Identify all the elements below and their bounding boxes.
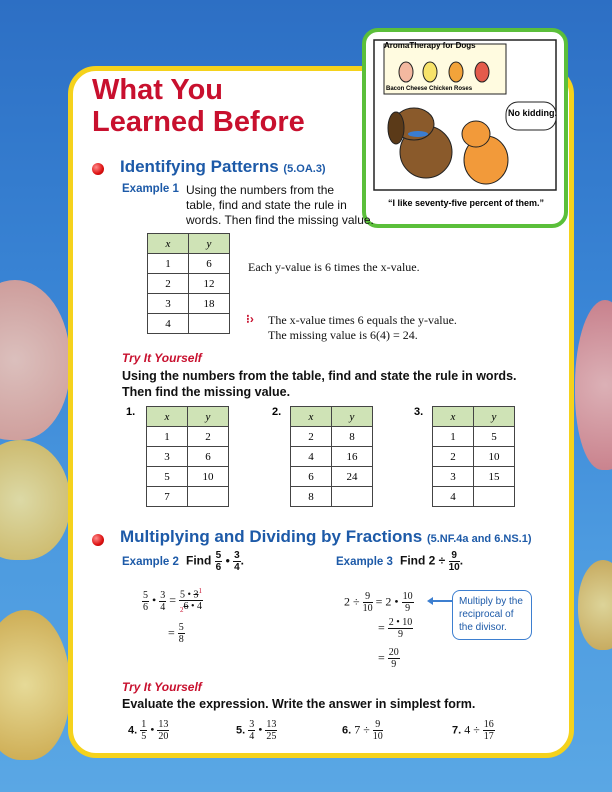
exercise-5: 5. $\frac{3}{4}$ • $\frac{13}{25}$ <box>236 719 277 742</box>
table-header: x <box>291 407 332 427</box>
page-title <box>92 74 305 138</box>
table-cell: 2 <box>148 274 189 294</box>
table-cell: 24 <box>332 467 373 487</box>
table-cell: 10 <box>474 447 515 467</box>
table-cell: 15 <box>474 467 515 487</box>
callout-arrow <box>430 600 452 602</box>
table-cell: 8 <box>332 427 373 447</box>
table-cell: 7 <box>147 487 188 507</box>
try-1-line-1: Using the numbers from the table, find and state the rule in words. <box>122 369 517 383</box>
table-header: y <box>332 407 373 427</box>
section-title-text: Multiplying and Dividing by Fractions <box>120 527 423 546</box>
table-header: y <box>188 407 229 427</box>
title-line-2: Learned Before <box>92 106 305 138</box>
table-header: x <box>148 234 189 254</box>
cartoon-caption: “I like seventy-five percent of them.” <box>387 198 545 208</box>
example-2-prompt: Find $\frac{5}{6}$ • $\frac{3}{4}$ . <box>186 550 245 573</box>
table-cell <box>188 487 229 507</box>
example-2-label: Example 2 <box>122 556 179 568</box>
table-header: y <box>474 407 515 427</box>
section-standard: (5.NF.4a and 6.NS.1) <box>426 533 532 545</box>
table-cell: 2 <box>433 447 474 467</box>
flower-decoration <box>0 440 70 560</box>
table-cell: 18 <box>189 294 230 314</box>
exercise-number: 6. <box>342 724 352 737</box>
example-1-rule: Each y-value is 6 times the x-value. <box>248 260 420 274</box>
table-cell: 10 <box>188 467 229 487</box>
expression-prefix: 4 ÷ <box>464 722 480 737</box>
example-1-table <box>147 233 230 334</box>
cartoon-sign: AromaTherapy for Dogs <box>384 41 476 50</box>
callout-arrow-head-icon <box>427 597 433 605</box>
try-1-line-2: Then find the missing value. <box>122 385 291 399</box>
example-3-step-1: 2 ÷ $\frac{9}{10}$ = 2 • $\frac{10}{9}$ <box>344 591 413 614</box>
exercise-number: 7. <box>452 724 462 737</box>
cartoon-flavors: Bacon Cheese Chicken Roses <box>386 86 473 92</box>
exercise-number: 1. <box>126 406 136 418</box>
example-1-line-3: words. Then find the missing value. <box>186 213 374 227</box>
reciprocal-callout: Multiply by the reciprocal of the divisor. <box>452 590 532 640</box>
find-label: Find 2 ÷ <box>400 553 446 568</box>
exercise-2-table <box>290 406 373 507</box>
try-it-yourself-label: Try It Yourself <box>122 351 202 365</box>
flower-decoration <box>578 560 612 650</box>
example-3-prompt: Find 2 ÷ $\frac{9}{10}$ . <box>400 550 464 573</box>
example-1-line-1: Using the numbers from the <box>186 183 335 197</box>
title-line-1: What You <box>92 74 224 106</box>
table-cell: 1 <box>148 254 189 274</box>
table-cell: 5 <box>147 467 188 487</box>
exercise-number: 5. <box>236 724 246 737</box>
section-title-fractions <box>120 527 532 547</box>
answer-line-2: The missing value is 6(4) = 24. <box>268 328 418 342</box>
answer-line-1: The x-value times 6 equals the y-value. <box>268 313 457 327</box>
table-cell: 2 <box>188 427 229 447</box>
table-cell: 4 <box>148 314 189 334</box>
example-1-line-2: table, find and state the rule in <box>186 198 347 212</box>
table-cell: 6 <box>188 447 229 467</box>
exercise-6: 6. 7 ÷ $\frac{9}{10}$ <box>342 719 383 742</box>
section-bullet <box>92 534 104 546</box>
exercise-7: 7. 4 ÷ $\frac{16}{17}$ <box>452 719 494 742</box>
example-1-label: Example 1 <box>122 183 179 195</box>
section-standard: (5.OA.3) <box>283 163 326 175</box>
exercise-1-table <box>146 406 229 507</box>
expression-prefix: 7 ÷ <box>354 722 370 737</box>
table-header: x <box>147 407 188 427</box>
try-it-yourself-label: Try It Yourself <box>122 680 202 694</box>
try-1-instructions <box>122 368 517 400</box>
table-header: x <box>433 407 474 427</box>
flower-decoration <box>0 610 70 760</box>
exercise-number: 3. <box>414 406 424 418</box>
example-2-answer: = $\frac{5}{8}$ <box>168 622 184 645</box>
section-title-text: Identifying Patterns <box>120 157 279 176</box>
table-cell: 2 <box>291 427 332 447</box>
answer-arrow-icon: ⁝› <box>246 312 254 326</box>
example-1-text <box>186 183 374 228</box>
example-2-work: $\frac{5}{6}$ • $\frac{3}{4}$ = $\frac{5 • 3^1}{_26 • 4}$ <box>143 587 202 615</box>
table-cell <box>332 487 373 507</box>
example-3-step-3: = $\frac{20}{9}$ <box>378 647 399 670</box>
speech-bubble: No kidding. <box>508 108 557 118</box>
exercise-4: 4. $\frac{1}{5}$ • $\frac{13}{20}$ <box>128 719 169 742</box>
table-cell: 3 <box>147 447 188 467</box>
table-cell <box>189 314 230 334</box>
try-2-instructions: Evaluate the expression. Write the answer in simplest form. <box>122 697 476 711</box>
table-cell: 4 <box>433 487 474 507</box>
example-1-answer <box>268 313 457 343</box>
exercise-number: 4. <box>128 724 138 737</box>
table-cell: 1 <box>433 427 474 447</box>
table-cell: 1 <box>147 427 188 447</box>
table-cell: 3 <box>148 294 189 314</box>
table-header: y <box>189 234 230 254</box>
cartoon-illustration <box>366 32 564 224</box>
section-title-patterns <box>120 157 326 177</box>
flower-decoration <box>0 280 70 440</box>
exercise-3-table <box>432 406 515 507</box>
flower-decoration <box>575 300 612 470</box>
exercise-number: 2. <box>272 406 282 418</box>
cartoon-panel <box>362 28 568 228</box>
table-cell: 6 <box>291 467 332 487</box>
table-cell <box>474 487 515 507</box>
example-3-label: Example 3 <box>336 556 393 568</box>
table-cell: 12 <box>189 274 230 294</box>
table-cell: 16 <box>332 447 373 467</box>
example-3-step-2: = $\frac{2 • 10}{9}$ <box>378 617 413 640</box>
section-bullet <box>92 163 104 175</box>
table-cell: 6 <box>189 254 230 274</box>
table-cell: 4 <box>291 447 332 467</box>
table-cell: 8 <box>291 487 332 507</box>
table-cell: 5 <box>474 427 515 447</box>
table-cell: 3 <box>433 467 474 487</box>
find-label: Find <box>186 553 212 568</box>
